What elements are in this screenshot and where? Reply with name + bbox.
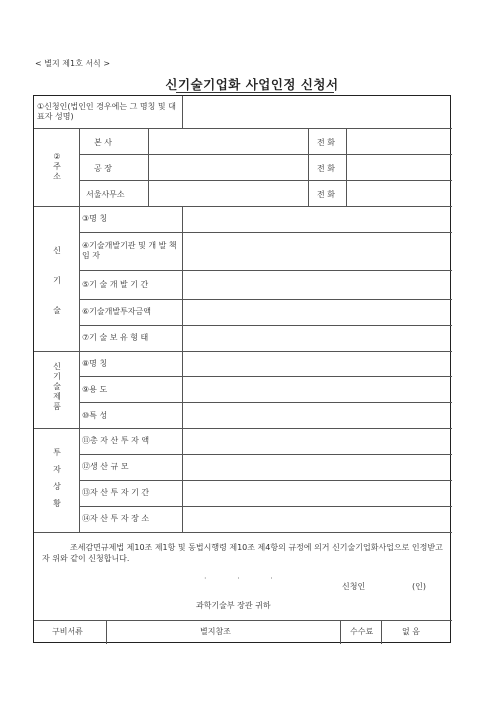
product-row-name: ⑧명 칭 xyxy=(82,359,108,368)
row-divider xyxy=(79,402,452,403)
address-row-label-hq: 본 사 xyxy=(94,138,112,147)
signature-applicant: 신청인 xyxy=(342,582,366,591)
row-divider xyxy=(79,154,452,155)
row-divider xyxy=(34,620,452,621)
technology-row-investment: ⑥기술개발투자금액 xyxy=(82,307,151,316)
col-divider xyxy=(340,620,341,644)
row-divider xyxy=(79,180,452,181)
technology-group-label: 신 기 술 xyxy=(53,246,61,315)
address-row-phone-factory: 전 화 xyxy=(317,164,335,173)
row-divider xyxy=(79,270,452,271)
row-divider xyxy=(34,351,452,352)
row-divider xyxy=(79,480,452,481)
col-divider xyxy=(308,128,309,206)
row-divider xyxy=(79,232,452,233)
technology-row-developer: ④기술개발기관 및 개 발 책 임 자 xyxy=(82,241,177,260)
page-title: 신기술기업화 사업인정 신청서 xyxy=(165,77,339,92)
col-divider xyxy=(381,620,382,644)
col-divider xyxy=(182,96,183,128)
investment-row-period: ⑬자 산 투 자 기 간 xyxy=(82,488,150,497)
row-divider xyxy=(79,299,452,300)
footer-documents-value: 별지참조 xyxy=(200,627,231,636)
investment-group-label: 투 자 상 황 xyxy=(53,448,61,508)
investment-row-location: ⑭자 산 투 자 장 소 xyxy=(82,514,150,523)
product-group-label: 신기술제품 xyxy=(53,362,61,411)
row-divider xyxy=(34,206,452,207)
product-row-use: ⑨용 도 xyxy=(82,385,108,394)
signature-seal: (인) xyxy=(412,582,426,591)
statement-text: 조세감면규제법 제10조 제1항 및 동법시행령 제10조 제4항의 규정에 의거 신기술기업화사업으로 인정받고자 위와 같이 신청합니다. xyxy=(42,543,443,563)
footer-documents-label: 구비서류 xyxy=(52,627,83,636)
address-row-phone-hq: 전 화 xyxy=(317,138,335,147)
row-divider xyxy=(79,454,452,455)
col-divider xyxy=(79,128,80,532)
col-divider xyxy=(182,206,183,532)
row-divider xyxy=(34,128,452,129)
technology-row-period: ⑤기 술 개 발 기 간 xyxy=(82,280,149,289)
footer-fee-label: 수수료 xyxy=(350,627,374,636)
investment-row-scale: ⑫생 산 규 모 xyxy=(82,462,129,471)
col-divider xyxy=(148,128,149,206)
col-divider xyxy=(106,620,107,644)
row-divider xyxy=(34,532,452,533)
address-row-label-factory: 공 장 xyxy=(94,164,112,173)
col-divider xyxy=(346,128,347,206)
address-row-phone-seoul: 전 화 xyxy=(317,190,335,199)
title-underline xyxy=(176,92,334,93)
date-line: · · · xyxy=(204,574,287,583)
row-divider xyxy=(79,376,452,377)
addressee: 과학기술부 장관 귀하 xyxy=(196,601,271,610)
row-divider xyxy=(79,506,452,507)
row-divider xyxy=(34,428,452,429)
technology-row-ownership: ⑦기 술 보 유 형 태 xyxy=(82,333,149,342)
technology-row-name: ③명 칭 xyxy=(82,214,108,223)
footer-fee-value: 없 음 xyxy=(402,627,420,636)
address-row-label-seoul: 서울사무소 xyxy=(86,190,125,199)
application-form xyxy=(33,95,451,643)
address-group-label: ② 주소 xyxy=(53,152,61,181)
investment-row-total: ⑪총 자 산 투 자 액 xyxy=(82,436,150,445)
row-divider xyxy=(79,325,452,326)
applicant-label: ①신청인(법인인 경우에는 그 명칭 및 대표자 성명) xyxy=(37,102,176,121)
product-row-features: ⑩특 성 xyxy=(82,411,108,420)
form-label: < 별지 제1호 서식 > xyxy=(35,59,111,68)
